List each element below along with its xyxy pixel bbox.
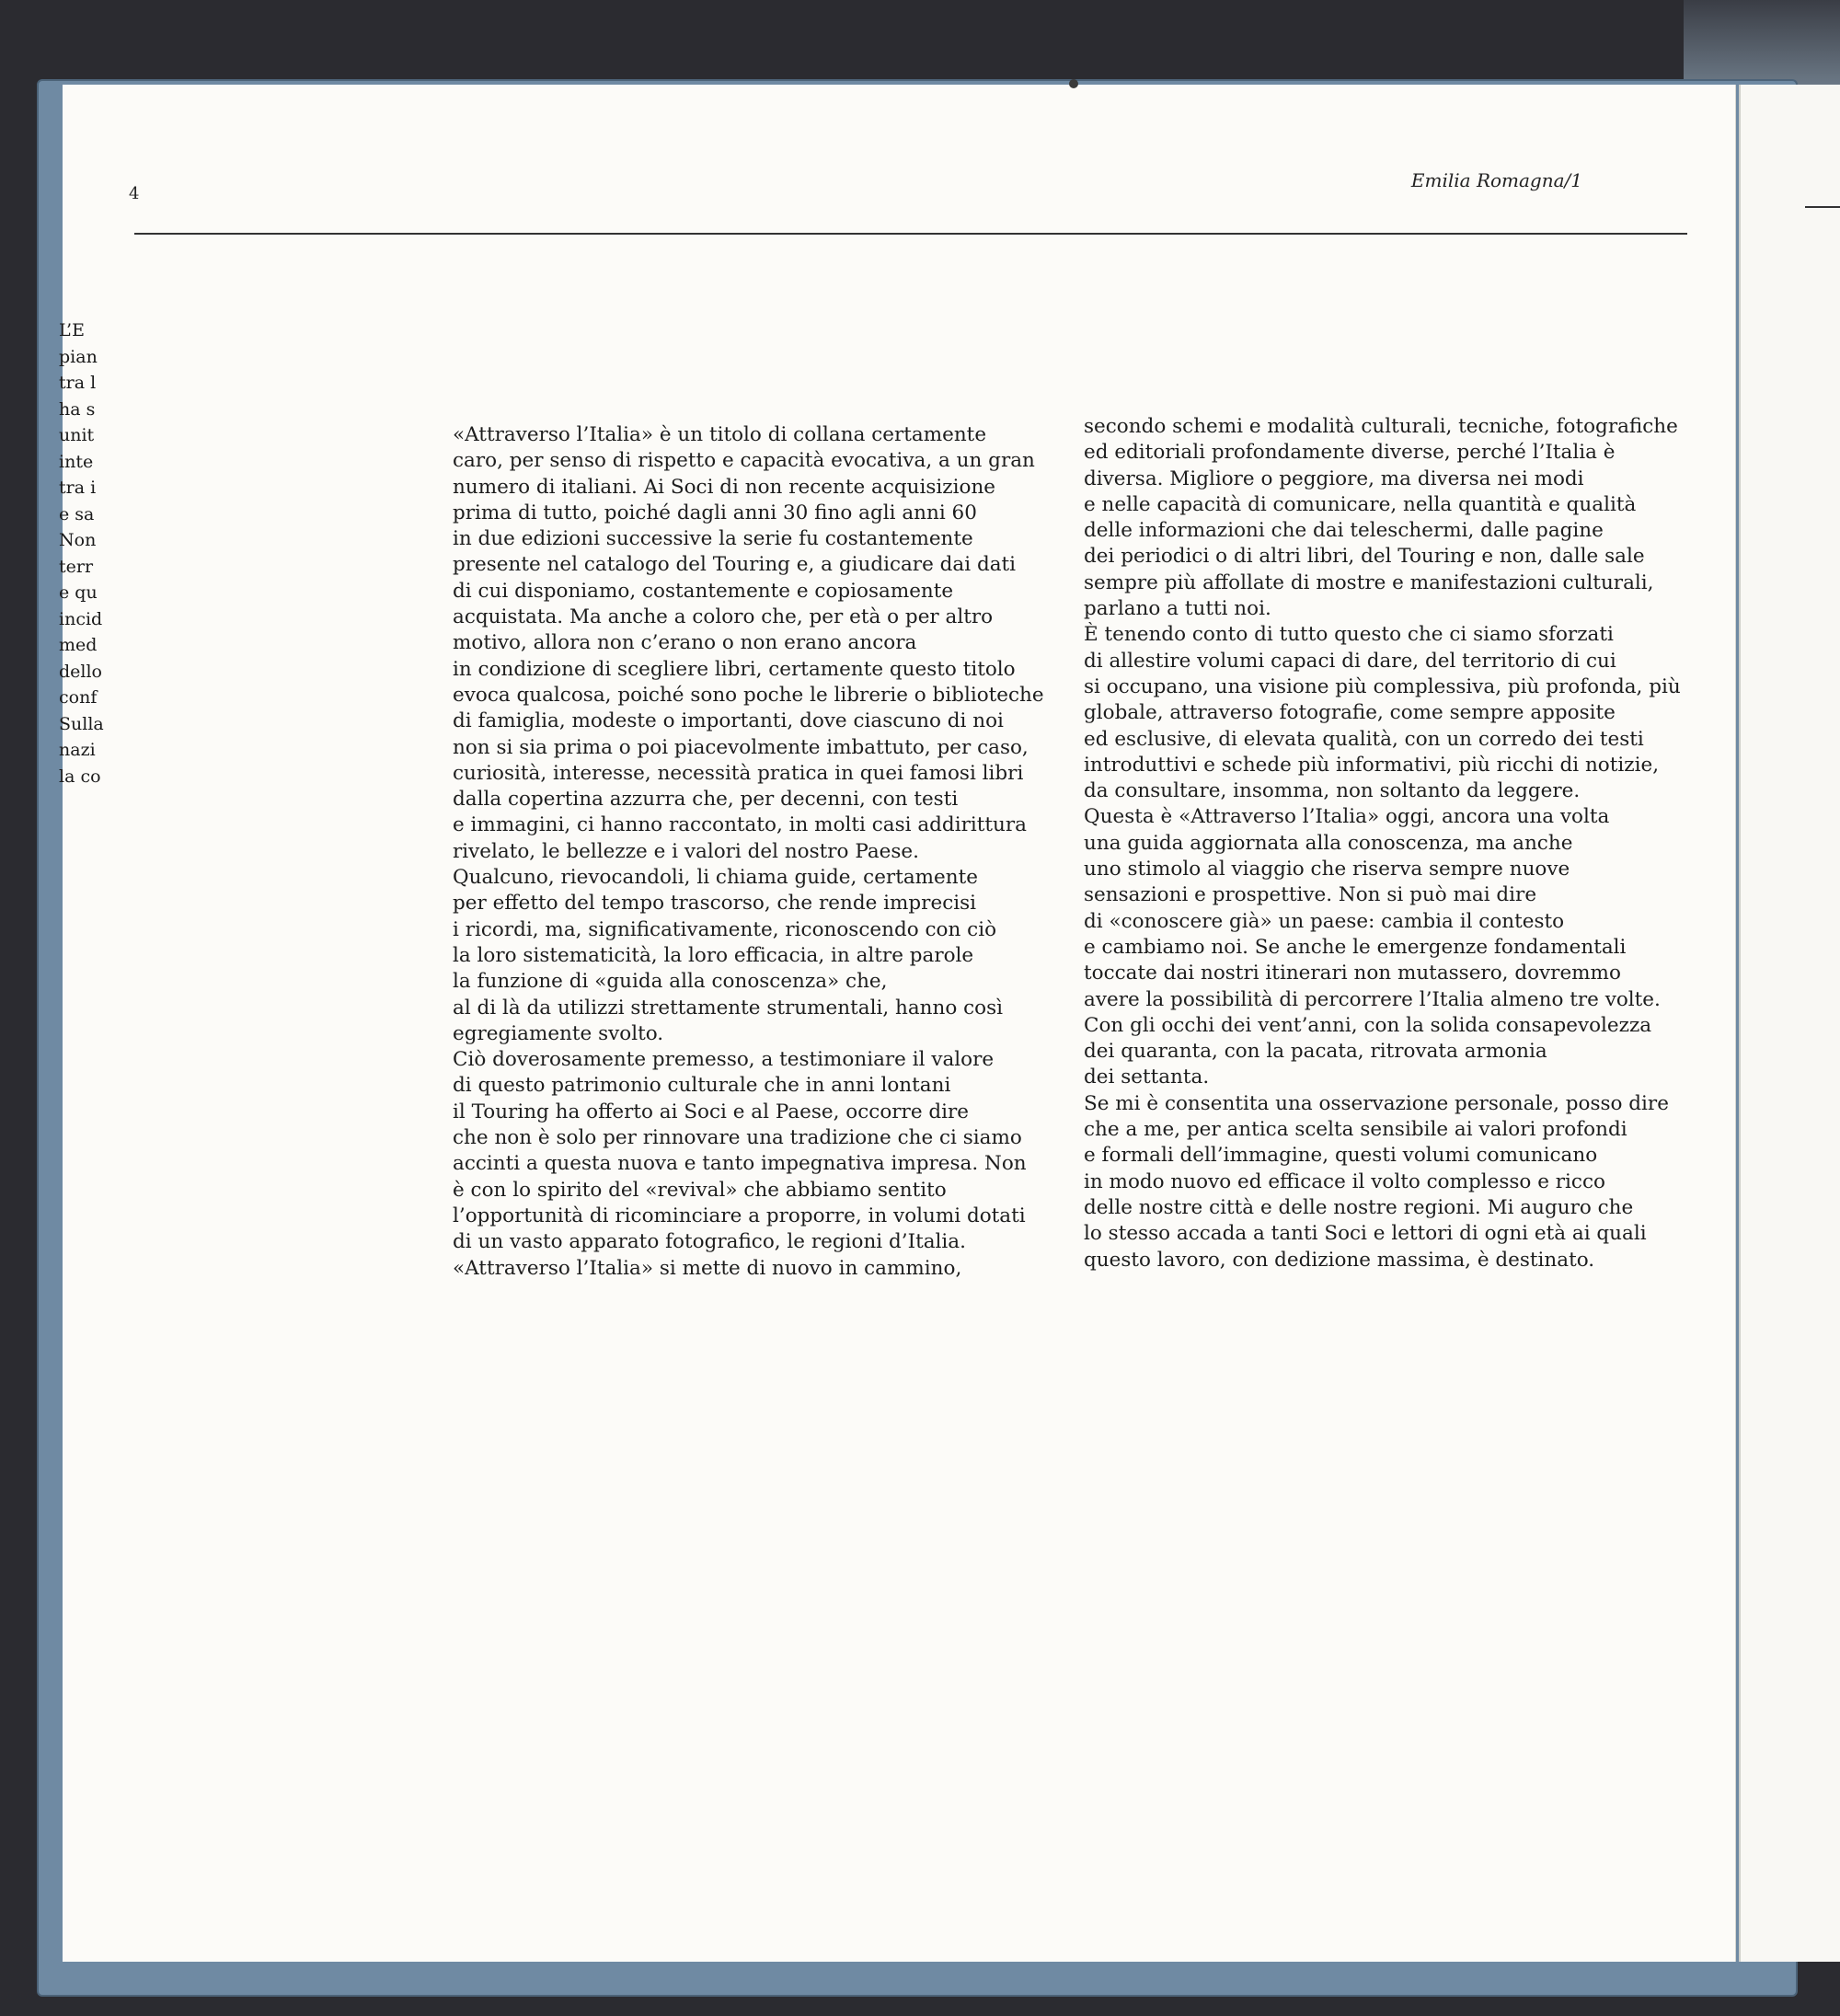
- text-line: di un vasto apparato fotografico, le regioni d’Italia.: [453, 1230, 966, 1254]
- text-line: introduttivi e schede più informativi, più ricchi di notizie,: [1084, 753, 1660, 777]
- facing-page-line: dello: [59, 661, 102, 682]
- facing-page-rule: [1805, 206, 1840, 208]
- facing-page: [1739, 85, 1840, 1962]
- text-line: È tenendo conto di tutto questo che ci siamo sforzati: [1084, 623, 1614, 647]
- facing-page-line: inte: [59, 451, 94, 472]
- facing-page-line: Sulla: [59, 713, 104, 734]
- facing-page-line: e qu: [59, 582, 98, 603]
- text-line: una guida aggiornata alla conoscenza, ma anche: [1084, 831, 1573, 855]
- facing-page-line: tra l: [59, 373, 97, 393]
- text-line: di cui disponiamo, costantemente e copiosamente: [453, 579, 954, 603]
- text-line: dei settanta.: [1084, 1066, 1210, 1089]
- facing-page-line: nazi: [59, 740, 96, 760]
- facing-page-line: pian: [59, 346, 98, 367]
- facing-page-line: Non: [59, 530, 97, 550]
- text-line: delle nostre città e delle nostre regioni. Mi auguro che: [1084, 1195, 1634, 1219]
- text-line: di allestire volumi capaci di dare, del territorio di cui: [1084, 649, 1616, 673]
- text-line: rivelato, le bellezze e i valori del nostro Paese.: [453, 839, 919, 863]
- text-line: che a me, per antica scelta sensibile ai valori profondi: [1084, 1118, 1627, 1142]
- text-line: Con gli occhi dei vent’anni, con la solida consapevolezza: [1084, 1013, 1652, 1037]
- text-line: «Attraverso l’Italia» è un titolo di collana certamente: [453, 423, 987, 446]
- text-line: avere la possibilità di percorrere l’Italia almeno tre volte.: [1084, 987, 1661, 1011]
- text-line: parlano a tutti noi.: [1084, 597, 1271, 621]
- text-line: e immagini, ci hanno raccontato, in molti casi addirittura: [453, 813, 1027, 837]
- text-line: delle informazioni che dai teleschermi, dalle pagine: [1084, 519, 1604, 543]
- text-line: Qualcuno, rievocandoli, li chiama guide, certamente: [453, 866, 978, 890]
- text-line: acquistata. Ma anche a coloro che, per età o per altro: [453, 605, 994, 629]
- text-line: la funzione di «guida alla conoscenza» che,: [453, 970, 888, 994]
- text-line: si occupano, una visione più complessiva, più profonda, più: [1084, 674, 1681, 698]
- page-number: 4: [129, 184, 140, 203]
- text-line: curiosità, interesse, necessità pratica in quei famosi libri: [453, 761, 1024, 785]
- text-line: da consultare, insomma, non soltanto da leggere.: [1084, 779, 1581, 803]
- text-line: toccate dai nostri itinerari non mutassero, dovremmo: [1084, 962, 1621, 985]
- text-line: uno stimolo al viaggio che riserva sempre nuove: [1084, 858, 1570, 881]
- text-line: di «conoscere già» un paese: cambia il contesto: [1084, 909, 1565, 933]
- text-line: in modo nuovo ed efficace il volto complesso e ricco: [1084, 1169, 1605, 1193]
- text-line: sempre più affollate di mostre e manifestazioni culturali,: [1084, 570, 1654, 594]
- text-line: motivo, allora non c’erano o non erano ancora: [453, 631, 917, 655]
- facing-page-line: la co: [59, 766, 101, 787]
- facing-page-line: unit: [59, 425, 95, 445]
- text-line: di famiglia, modeste o importanti, dove ciascuno di noi: [453, 709, 1004, 733]
- text-line: è con lo spirito del «revival» che abbiamo sentito: [453, 1178, 947, 1202]
- facing-page-line: L’E: [59, 320, 85, 340]
- bleed-through-text: [1249, 255, 1263, 306]
- facing-page-line: e sa: [59, 503, 95, 524]
- text-line: dei quaranta, con la pacata, ritrovata armonia: [1084, 1040, 1547, 1064]
- text-line: di questo patrimonio culturale che in anni lontani: [453, 1074, 951, 1098]
- text-line: prima di tutto, poiché dagli anni 30 fino agli anni 60: [453, 501, 977, 524]
- facing-page-line: conf: [59, 687, 98, 708]
- text-line: l’opportunità di ricominciare a proporre, in volumi dotati: [453, 1204, 1026, 1227]
- text-line: «Attraverso l’Italia» si mette di nuovo in cammino,: [453, 1256, 962, 1280]
- text-line: evoca qualcosa, poiché sono poche le librerie o biblioteche: [453, 683, 1044, 707]
- text-line: i ricordi, ma, significativamente, riconoscendo con ciò: [453, 917, 997, 941]
- text-line: e nelle capacità di comunicare, nella quantità e qualità: [1084, 492, 1637, 516]
- text-line: al di là da utilizzi strettamente strumentali, hanno così: [453, 996, 1004, 1020]
- text-line: dei periodici o di altri libri, del Touring e non, dalle sale: [1084, 545, 1645, 569]
- text-line: ed esclusive, di elevata qualità, con un corredo dei testi: [1084, 727, 1644, 751]
- text-line: e formali dell’immagine, questi volumi comunicano: [1084, 1144, 1598, 1168]
- text-line: Se mi è consentita una osservazione personale, posso dire: [1084, 1091, 1669, 1115]
- text-line: accinti a questa nuova e tanto impegnativa impresa. Non: [453, 1152, 1027, 1176]
- text-line: caro, per senso di rispetto e capacità evocativa, a un gran: [453, 449, 1035, 473]
- running-head: Emilia Romagna/1: [1410, 169, 1582, 191]
- header-rule: [134, 233, 1687, 235]
- binding-hole: [1069, 79, 1078, 88]
- text-line: Questa è «Attraverso l’Italia» oggi, ancora una volta: [1084, 805, 1610, 829]
- text-line: la loro sistematicità, la loro efficacia, in altre parole: [453, 943, 974, 967]
- facing-page-line: terr: [59, 556, 94, 577]
- facing-page-line: med: [59, 635, 98, 655]
- facing-page-line: tra i: [59, 478, 97, 498]
- text-line: ed editoriali profondamente diverse, perché l’Italia è: [1084, 441, 1616, 465]
- text-line: in condizione di scegliere libri, certamente questo titolo: [453, 657, 1016, 681]
- text-line: presente nel catalogo del Touring e, a giudicare dai dati: [453, 553, 1017, 577]
- facing-page-text: [59, 317, 243, 789]
- text-line: questo lavoro, con dedizione massima, è destinato.: [1084, 1248, 1595, 1272]
- text-line: e cambiamo noi. Se anche le emergenze fondamentali: [1084, 935, 1627, 959]
- text-line: numero di italiani. Ai Soci di non recente acquisizione: [453, 475, 996, 499]
- text-line: lo stesso accada a tanti Soci e lettori di ogni età ai quali: [1084, 1222, 1647, 1246]
- facing-page-line: incid: [59, 608, 103, 629]
- right-text-column: [1084, 414, 1709, 1273]
- text-line: diversa. Migliore o peggiore, ma diversa nei modi: [1084, 467, 1584, 490]
- text-line: che non è solo per rinnovare una tradizione che ci siamo: [453, 1126, 1022, 1150]
- text-line: in due edizioni successive la serie fu costantemente: [453, 527, 973, 551]
- facing-page-line: ha s: [59, 398, 96, 420]
- text-line: il Touring ha offerto ai Soci e al Paese, occorre dire: [453, 1100, 970, 1123]
- text-line: globale, attraverso fotografie, come sempre apposite: [1084, 701, 1616, 725]
- left-text-column: [453, 422, 1060, 1282]
- text-line: non si sia prima o poi piacevolmente imbattuto, per caso,: [453, 735, 1029, 759]
- text-line: egregiamente svolto.: [453, 1021, 664, 1045]
- text-line: sensazioni e prospettive. Non si può mai dire: [1084, 883, 1537, 907]
- text-line: dalla copertina azzurra che, per decenni, con testi: [453, 788, 959, 812]
- text-line: Ciò doverosamente premesso, a testimoniare il valore: [453, 1048, 995, 1072]
- text-line: secondo schemi e modalità culturali, tecniche, fotografiche: [1084, 415, 1678, 438]
- text-line: per effetto del tempo trascorso, che rende imprecisi: [453, 892, 977, 916]
